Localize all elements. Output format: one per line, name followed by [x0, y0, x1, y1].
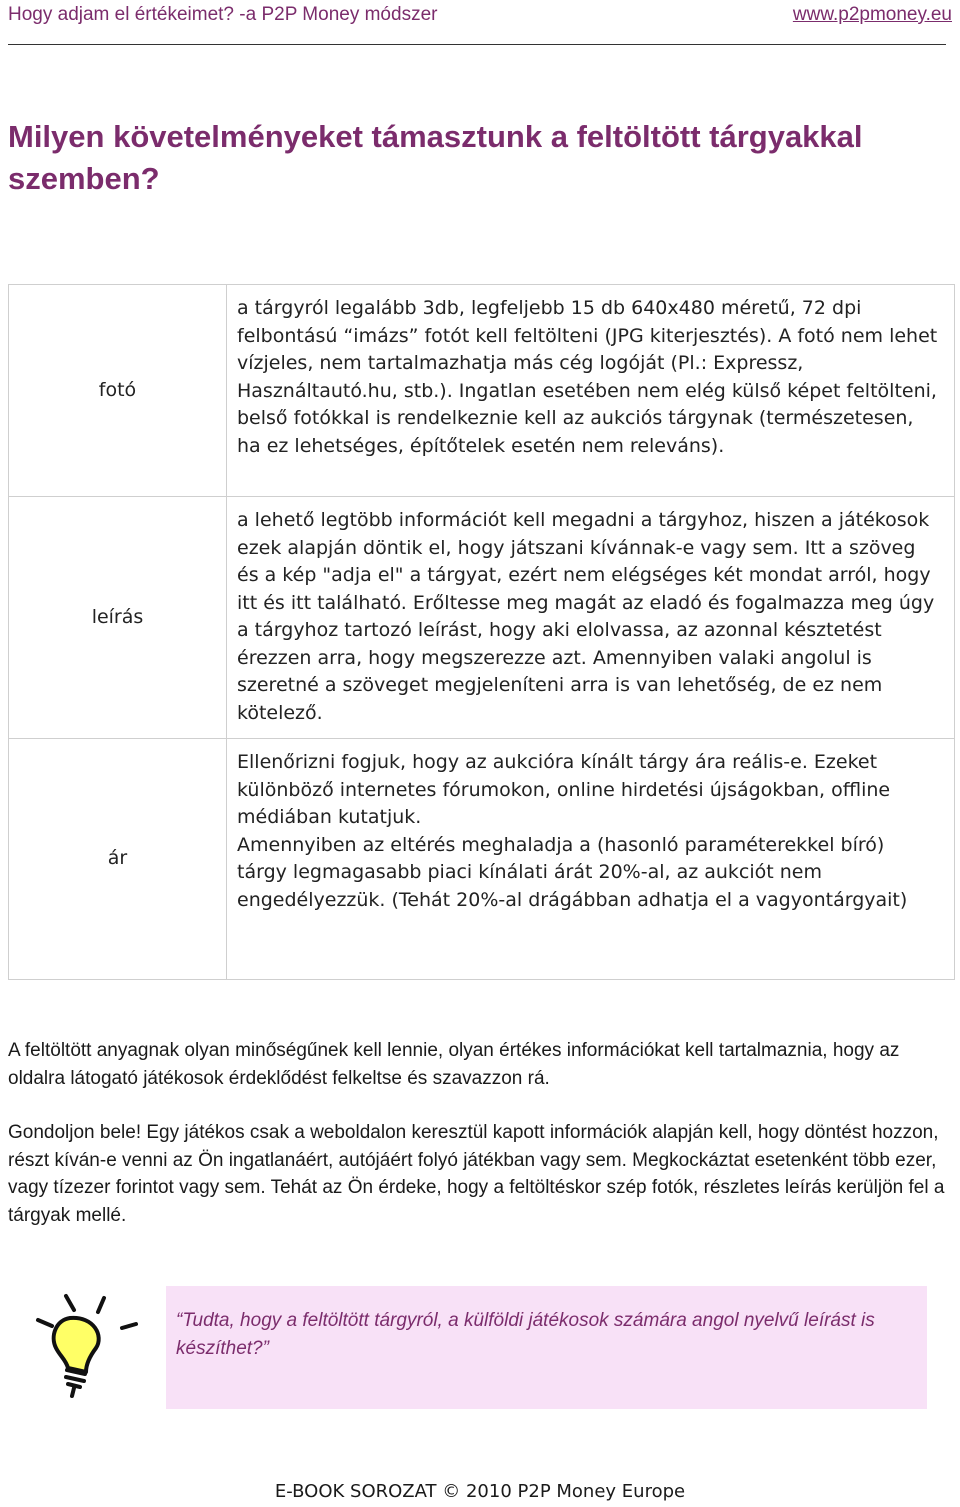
body-paragraph-think: Gondoljon bele! Egy játékos csak a weboldalon keresztül kapott információk alapján kell, hogy döntést hozzon, részt kíván-e venni az Ön ingatlanáért, autójáért folyó játékban vagy sem. Megkockáztat esetenként több ezer, vagy tízezer forintot vagy sem. Tehát az Ön érdeke, hogy a feltöltéskor szép fotók, részletes leírás kerüljön fel a tárgyak mellé. — [8, 1122, 945, 1226]
price-text-part1: Ellenőrizni fogjuk, hogy az aukcióra kínált tárgy ára reális-e. Ezeket különböző internetes fórumokon, online hirdetési újságokban, offline médiában kutatjuk. — [237, 751, 891, 828]
header-divider — [8, 44, 946, 45]
header-title: Hogy adjam el értékeimet? -a P2P Money módszer — [8, 4, 438, 25]
row-label-price: ár — [9, 739, 227, 980]
price-text-part2: Amennyiben az eltérés meghaladja a (hasonló paraméterekkel bíró) tárgy legmagasabb piaci kínálati árát 20%-al, az aukciót nem engedélyezzük. (Tehát 20%-al drágábban adhatja el a vagyontárgyait) — [237, 833, 908, 911]
requirements-table — [8, 284, 955, 980]
body-paragraph-quality: A feltöltött anyagnak olyan minőségűnek kell lennie, olyan értékes információkat kell tartalmaznia, hogy az oldalra látogató játékosok érdeklődést felkeltse és szavazzon rá. — [8, 1040, 900, 1089]
tip-text: “Tudta, hogy a feltöltött tárgyról, a külföldi játékosok számára angol nyelvű leírást is készíthet?” — [176, 1310, 875, 1359]
table-row — [9, 497, 955, 739]
lightbulb-icon — [30, 1290, 142, 1402]
row-label-description: leírás — [9, 497, 227, 739]
row-text-price — [227, 739, 955, 980]
table-row — [9, 739, 955, 980]
row-text-photo: a tárgyról legalább 3db, legfeljebb 15 db 640x480 méretű, 72 dpi felbontású “imázs” fotót kell feltölteni (JPG kiterjesztés). A fotó nem lehet vízjeles, nem tartalmazhatja más cég logóját (Pl.: Expressz, Használtautó.hu, stb.). Ingatlan esetében nem elég külső képet feltölteni, belső fotókkal is rendelkeznie kell az aukciós tárgynak (természetesen, ha ez lehetséges, építőtelek esetén nem releváns). — [227, 285, 955, 497]
table-row — [9, 285, 955, 497]
row-label-photo: fotó — [9, 285, 227, 497]
footer-copyright: E-BOOK SOROZAT © 2010 P2P Money Europe — [274, 1481, 686, 1502]
header-url-link[interactable]: www.p2pmoney.eu — [792, 4, 952, 25]
row-text-description: a lehető legtöbb információt kell megadni a tárgyhoz, hiszen a játékosok ezek alapján döntik el, hogy játszani kívánnak-e vagy sem. Itt a szöveg és a kép "adja el" a tárgyat, ezért nem elégséges két mondat arról, hogy itt és itt található. Erőltesse meg magát az eladó és fogalmazza meg úgy a tárgyhoz tartozó leírást, hogy aki elolvassa, az azonnal késztetést érezzen arra, hogy megszerezze azt. Amennyiben valaki angolul is szeretné a szöveget megjeleníteni arra is van lehetőség, de ez nem kötelező. — [227, 497, 955, 739]
page-title: Milyen követelményeket támasztunk a feltöltött tárgyakkal szemben? — [8, 119, 863, 196]
